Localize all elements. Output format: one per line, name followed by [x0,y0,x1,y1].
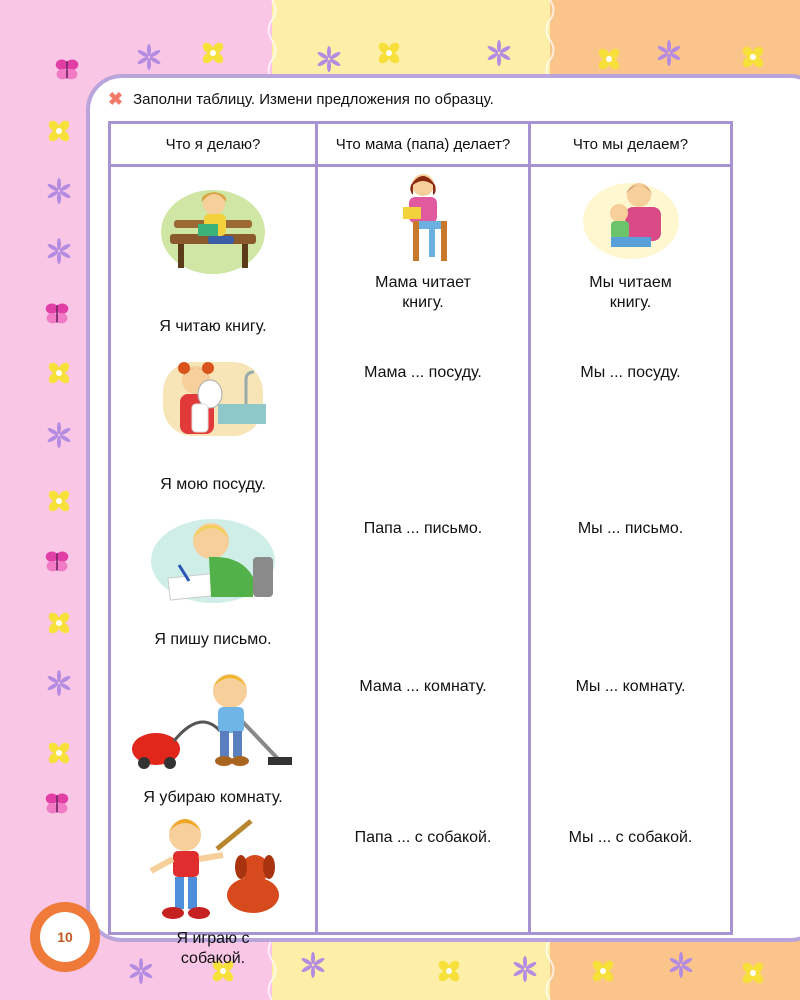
butterfly-icon [44,300,70,326]
boy-and-dog-illustration [143,815,283,925]
cell-me-1: Я читаю книгу. [159,318,267,335]
flower-icon [376,40,402,66]
flower-icon [200,40,226,66]
column-header-parent: Что мама (папа) делает? [317,123,530,166]
star-flower-icon [512,956,538,982]
vacuuming-boy-illustration [130,669,296,773]
column-parent [317,166,530,934]
reading-girl-illustration [158,184,268,276]
butterfly-icon [44,790,70,816]
flower-icon [46,740,72,766]
cell-parent-2: Мама ... посуду. [364,364,482,381]
flower-icon [740,960,766,986]
butterfly-icon [54,56,80,82]
washing-dishes-illustration [158,354,268,440]
table-row [111,184,315,276]
cell-me-2: Я мою посуду. [160,476,266,493]
reading-mother-illustration [385,171,461,263]
cell-we-1-text: Мы читаем книгу. [589,274,672,311]
cell-we-4: Мы ... комнату. [575,678,686,695]
reading-together-illustration [581,177,681,261]
flower-icon [46,488,72,514]
flower-icon [596,46,622,72]
star-flower-icon [486,40,512,66]
cell-parent-4: Мама ... комнату. [359,678,487,695]
flower-icon [590,958,616,984]
cell-we-5: Мы ... с собакой. [568,829,693,846]
star-flower-icon [46,422,72,448]
bullet-x-icon: ✖ [108,89,124,109]
cell-we-3: Мы ... письмо. [577,520,684,537]
cell-me-4: Я убираю комнату. [143,789,283,806]
table-row [111,517,315,605]
cell-we-2: Мы ... посуду. [580,364,681,381]
page-number: 10 [40,912,90,962]
table-row [111,669,315,773]
cell-me-5-text: Я играю с собакой. [176,930,250,967]
flower-icon [740,44,766,70]
table-row [318,171,528,263]
star-flower-icon [46,178,72,204]
cell-parent-1-text: Мама читает книгу. [375,274,471,311]
cell-parent-1 [318,273,528,313]
table-row [111,354,315,440]
column-header-me: Что я делаю? [110,123,317,166]
flower-icon [46,360,72,386]
exercise-table [108,121,733,967]
star-flower-icon [316,46,342,72]
star-flower-icon [136,44,162,70]
flower-icon [46,118,72,144]
column-header-we: Что мы делаем? [530,123,732,166]
butterfly-icon [44,548,70,574]
flower-icon [436,958,462,984]
star-flower-icon [656,40,682,66]
instruction [108,89,494,110]
page-number-badge [30,902,100,972]
cell-parent-5: Папа ... с собакой. [354,829,492,846]
star-flower-icon [668,952,694,978]
cell-me-3: Я пишу письмо. [154,631,272,648]
column-me [110,166,317,967]
cell-we-1 [531,273,730,313]
instruction-text: Заполни таблицу. Измени предложения по образцу. [133,91,494,108]
cell-parent-3: Папа ... письмо. [363,520,483,537]
flower-icon [46,610,72,636]
writing-boy-illustration [149,517,277,605]
table-row [111,815,315,925]
cell-me-5 [111,929,315,969]
table-row [531,177,730,261]
star-flower-icon [46,670,72,696]
column-we [530,166,732,934]
star-flower-icon [46,238,72,264]
